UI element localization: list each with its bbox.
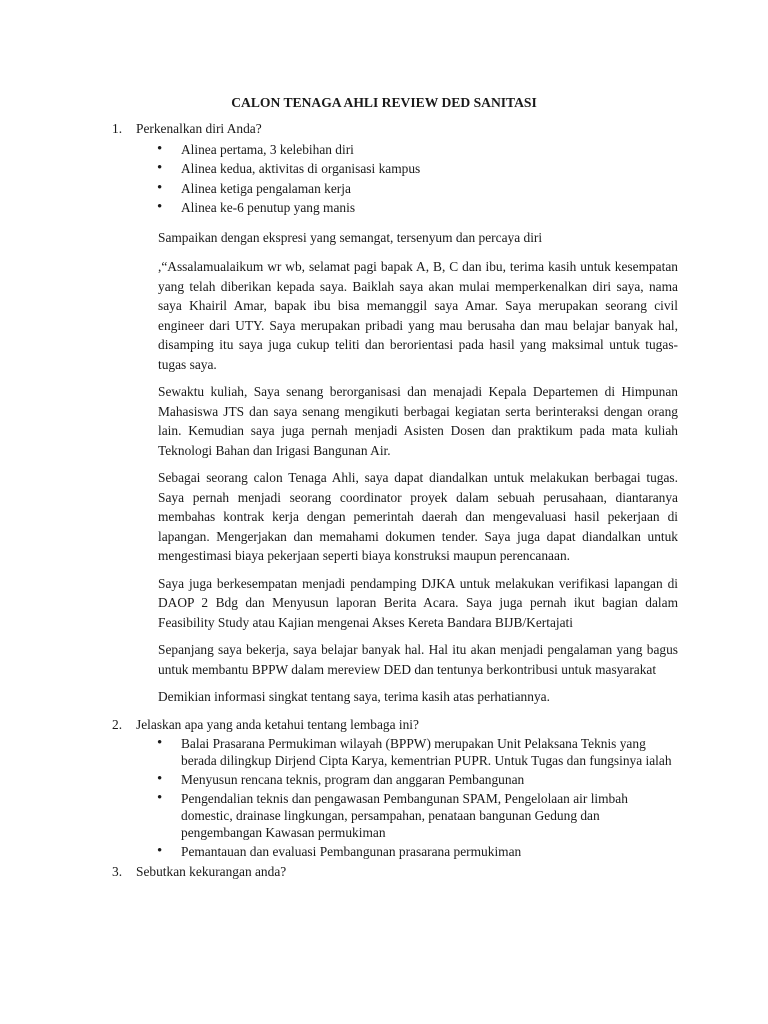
paragraph: Sewaktu kuliah, Saya senang berorganisasi dan menajadi Kepala Departemen di Himpunan Mahasiswa JTS dan saya senang mengikuti berbagai kegiatan serta berinteraksi dengan orang lain. Kemudian saya juga pernah menjadi Asisten Dosen dan praktikum pada mata kuliah Teknologi Bahan dan Irigasi Bangunan Air. [158,384,678,458]
list-item: • Alinea pertama, 3 kelebihan diri [157,140,678,160]
list-item: • Pengendalian teknis dan pengawasan Pembangunan SPAM, Pengelolaan air limbah domestic, drainase lingkungan, persampahan, penataan bangunan Gedung dan pengembangan Kawasan permukiman [157,790,678,841]
question-1 [112,119,678,139]
list-item: • Pemantauan dan evaluasi Pembangunan prasarana permukiman [157,843,678,860]
paragraph: Demikian informasi singkat tentang saya, terima kasih atas perhatiannya. [158,689,550,704]
question-text: Jelaskan apa yang anda ketahui tentang lembaga ini? [136,716,419,732]
question-text: Perkenalkan diri Anda? [136,121,262,136]
paragraph: Sepanjang saya bekerja, saya belajar banyak hal. Hal itu akan menjadi pengalaman yang bagus untuk membantu BPPW dalam mereview DED dan tentunya berkontribusi untuk masyarakat [158,642,678,677]
question-2 [112,715,678,735]
question-number: 3. [112,864,123,879]
document-body [112,119,678,882]
question-3 [112,862,678,882]
question-number: 2. [112,716,123,732]
list-item: • Menyusun rencana teknis, program dan anggaran Pembangunan [157,771,678,788]
delivery-note: Sampaikan dengan ekspresi yang semangat, tersenyum dan percaya diri [158,229,543,245]
list-item: • Alinea ketiga pengalaman kerja [157,179,678,199]
list-item: • Alinea ke-6 penutup yang manis [157,198,678,218]
list-item: • Alinea kedua, aktivitas di organisasi kampus [157,159,678,179]
question-2-bullet-list [112,735,678,860]
document-title: CALON TENAGA AHLI REVIEW DED SANITASI [231,95,537,110]
paragraph: Sebagai seorang calon Tenaga Ahli, saya dapat diandalkan untuk melakukan berbagai tugas. Saya pernah menjadi seorang coordinator proyek dalam sebuah perusahaan, diantaranya membahas kontrak kerja dengan pemerintah daerah dan mengevaluasi hasil pekerjaan di lapangan. Mengerjakan dan memahami dokumen tender. Saya juga dapat diandalkan untuk mengestimasi biaya pekerjaan seperti biaya konstruksi maupun perencanaan. [158,470,678,563]
list-item: • Balai Prasarana Permukiman wilayah (BPPW) merupakan Unit Pelaksana Teknis yang berada dilingkup Dirjend Cipta Karya, kementrian PUPR. Untuk Tugas dan fungsinya ialah [157,735,678,769]
question-text: Sebutkan kekurangan anda? [136,864,287,879]
paragraph: ,“Assalamualaikum wr wb, selamat pagi bapak A, B, C dan ibu, terima kasih untuk kesempatan yang telah diberikan kepada saya. Baiklah saya akan mulai memperkenalkan diri saya, nama saya Khairil Amar, bapak ibu bisa memanggil saya Amar. Saya merupakan seorang civil engineer dari UTY. Saya merupakan pribadi yang mau berusaha dan mau belajar banyak hal, disamping itu saya juga cukup teliti dan berorientasi pada hasil yang maksimal untuk tugas-tugas saya. [158,259,678,372]
question-number: 1. [112,121,123,136]
question-1-bullet-list [112,140,678,218]
paragraph: Saya juga berkesempatan menjadi pendamping DJKA untuk melakukan verifikasi lapangan di DAOP 2 Bdg dan Menyusun laporan Berita Acara. Saya juga pernah ikut bagian dalam Feasibility Study atau Kajian mengenai Akses Kereta Bandara BIJB/Kertajati [158,575,678,630]
